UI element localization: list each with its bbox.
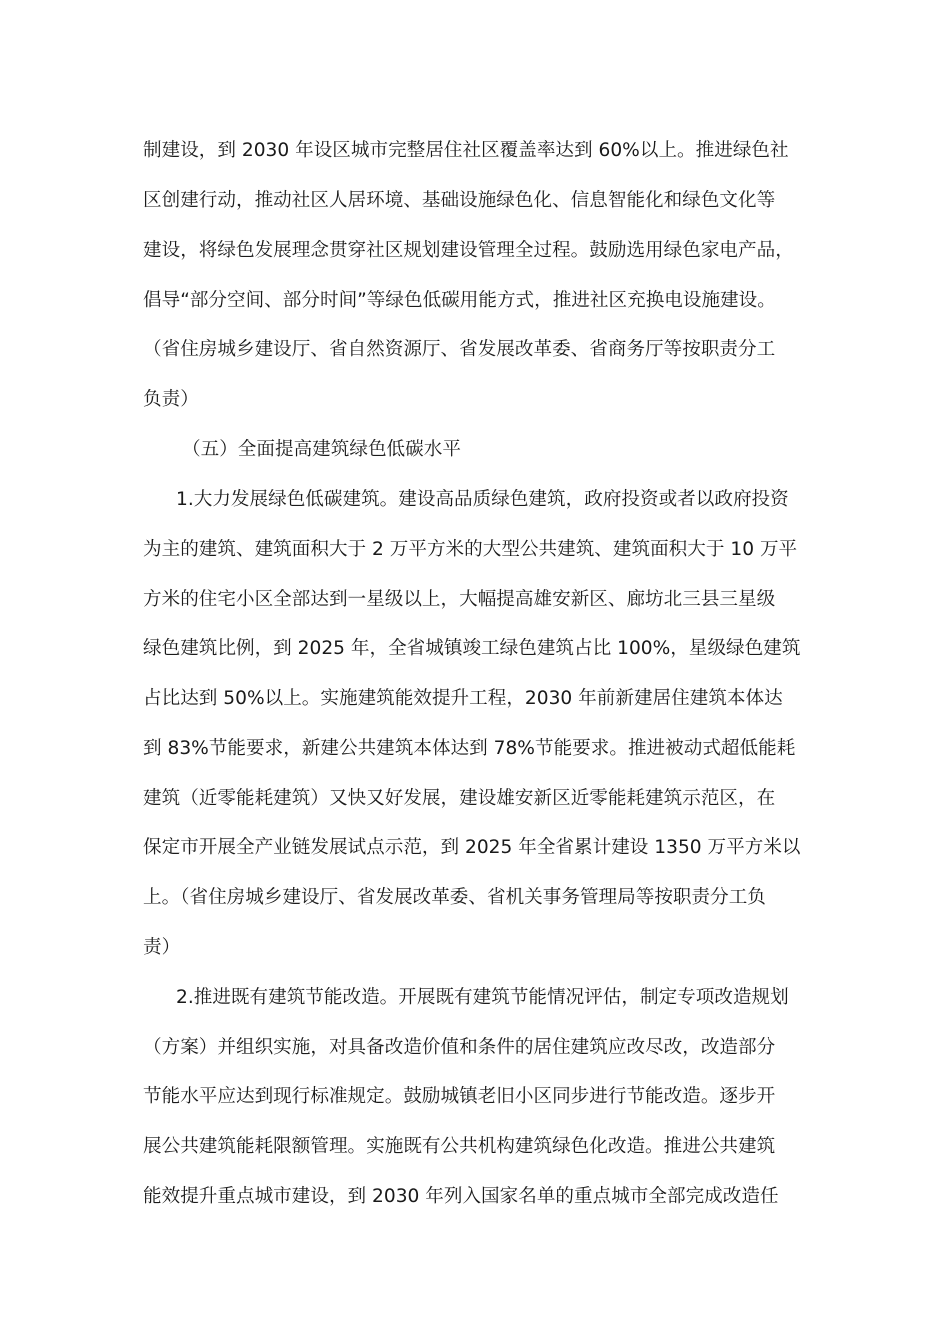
text-line: （方案）并组织实施，对具备改造价值和条件的居住建筑应改尽改，改造部分 — [143, 1037, 776, 1058]
text-line: 负责） — [143, 389, 199, 410]
text-line: 责） — [143, 937, 181, 958]
paragraph-first-line: 1.大力发展绿色低碳建筑。建设高品质绿色建筑，政府投资或者以政府投资 — [176, 489, 789, 510]
text-line: 区创建行动，推动社区人居环境、基础设施绿色化、信息智能化和绿色文化等 — [143, 190, 776, 211]
paragraph-first-line: 2.推进既有建筑节能改造。开展既有建筑节能情况评估，制定专项改造规划 — [176, 987, 789, 1008]
section-heading: （五）全面提高建筑绿色低碳水平 — [182, 439, 461, 460]
text-line: 绿色建筑比例，到 2025 年，全省城镇竣工绿色建筑占比 100%，星级绿色建筑 — [143, 638, 801, 659]
text-line: 建筑（近零能耗建筑）又快又好发展，建设雄安新区近零能耗建筑示范区，在 — [143, 788, 776, 809]
text-line: 为主的建筑、建筑面积大于 2 万平方米的大型公共建筑、建筑面积大于 10 万平 — [143, 539, 798, 560]
text-line: （省住房城乡建设厅、省自然资源厅、省发展改革委、省商务厅等按职责分工 — [143, 339, 776, 360]
text-line: 保定市开展全产业链发展试点示范，到 2025 年全省累计建设 1350 万平方米以 — [143, 837, 801, 858]
text-line: 到 83%节能要求，新建公共建筑本体达到 78%节能要求。推进被动式超低能耗 — [143, 738, 796, 759]
text-line: 占比达到 50%以上。实施建筑能效提升工程，2030 年前新建居住建筑本体达 — [143, 688, 783, 709]
text-line: 节能水平应达到现行标准规定。鼓励城镇老旧小区同步进行节能改造。逐步开 — [143, 1086, 776, 1107]
text-line: 建设，将绿色发展理念贯穿社区规划建设管理全过程。鼓励选用绿色家电产品， — [143, 240, 794, 261]
text-line: 倡导“部分空间、部分时间”等绿色低碳用能方式，推进社区充换电设施建设。 — [143, 290, 776, 311]
text-line: 制建设，到 2030 年设区城市完整居住社区覆盖率达到 60%以上。推进绿色社 — [143, 140, 789, 161]
text-line: 展公共建筑能耗限额管理。实施既有公共机构建筑绿色化改造。推进公共建筑 — [143, 1136, 776, 1157]
text-line: 方米的住宅小区全部达到一星级以上，大幅提高雄安新区、廊坊北三县三星级 — [143, 589, 776, 610]
text-line: 能效提升重点城市建设，到 2030 年列入国家名单的重点城市全部完成改造任 — [143, 1186, 779, 1207]
text-line: 上。（省住房城乡建设厅、省发展改革委、省机关事务管理局等按职责分工负 — [143, 887, 766, 908]
